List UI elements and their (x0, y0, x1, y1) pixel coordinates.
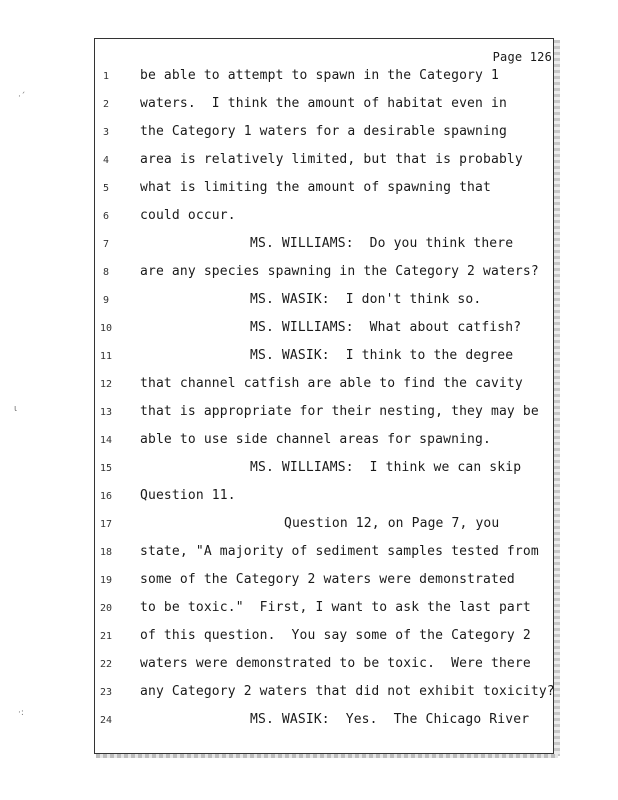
line-text: be able to attempt to spawn in the Category 1 (140, 68, 499, 83)
line-number: 21 (99, 631, 113, 642)
line-number: 18 (99, 547, 113, 558)
page-number-header: Page 126 (492, 50, 552, 64)
line-text: MS. WILLIAMS: I think we can skip (250, 460, 522, 475)
line-text: any Category 2 waters that did not exhibit toxicity? (140, 684, 555, 699)
line-number: 23 (99, 687, 113, 698)
line-text: MS. WASIK: Yes. The Chicago River (250, 712, 530, 727)
transcript-lines (0, 64, 618, 736)
scan-artifact-mark: ·´ (18, 92, 26, 102)
line-text: waters were demonstrated to be toxic. Were there (140, 656, 531, 671)
line-text: MS. WASIK: I think to the degree (250, 348, 514, 363)
line-text: to be toxic." First, I want to ask the last part (140, 600, 531, 615)
line-number: 15 (99, 463, 113, 474)
line-number: 17 (99, 519, 113, 530)
line-text: what is limiting the amount of spawning that (140, 180, 491, 195)
line-number: 10 (99, 323, 113, 334)
line-number: 12 (99, 379, 113, 390)
line-text: area is relatively limited, but that is probably (140, 152, 523, 167)
transcript-line (0, 596, 618, 624)
transcript-line (0, 540, 618, 568)
line-number: 4 (102, 155, 110, 166)
transcript-line (0, 120, 618, 148)
transcript-line (0, 260, 618, 288)
line-text: MS. WASIK: I don't think so. (250, 292, 482, 307)
transcript-line (0, 484, 618, 512)
line-number: 20 (99, 603, 113, 614)
line-number: 5 (102, 183, 110, 194)
line-text: are any species spawning in the Category 2 waters? (140, 264, 539, 279)
line-text: MS. WILLIAMS: Do you think there (250, 236, 514, 251)
line-number: 16 (99, 491, 113, 502)
page-edge-shadow-bottom (96, 754, 558, 758)
transcript-line (0, 652, 618, 680)
transcript-line (0, 176, 618, 204)
transcript-line (0, 708, 618, 736)
line-text: of this question. You say some of the Category 2 (140, 628, 531, 643)
scan-artifact-mark: ι (14, 404, 18, 414)
line-text: could occur. (140, 208, 236, 223)
transcript-line (0, 428, 618, 456)
line-number: 1 (102, 71, 110, 82)
transcript-line (0, 372, 618, 400)
line-text: waters. I think the amount of habitat even in (140, 96, 507, 111)
transcript-line (0, 344, 618, 372)
line-text: the Category 1 waters for a desirable spawning (140, 124, 507, 139)
transcript-line (0, 680, 618, 708)
transcript-line (0, 64, 618, 92)
line-number: 14 (99, 435, 113, 446)
line-text: Question 11. (140, 488, 236, 503)
line-number: 3 (102, 127, 110, 138)
line-number: 22 (99, 659, 113, 670)
transcript-line (0, 204, 618, 232)
transcript-line (0, 512, 618, 540)
line-text: that is appropriate for their nesting, they may be (140, 404, 539, 419)
line-number: 6 (102, 211, 110, 222)
line-number: 8 (102, 267, 110, 278)
transcript-line (0, 232, 618, 260)
transcript-line (0, 288, 618, 316)
scan-artifact-mark: ·: (18, 708, 24, 718)
line-text: state, "A majority of sediment samples tested from (140, 544, 539, 559)
line-text: able to use side channel areas for spawning. (140, 432, 491, 447)
line-text: that channel catfish are able to find the cavity (140, 376, 523, 391)
transcript-line (0, 456, 618, 484)
line-text: some of the Category 2 waters were demonstrated (140, 572, 515, 587)
line-number: 11 (99, 351, 113, 362)
line-number: 24 (99, 715, 113, 726)
line-number: 2 (102, 99, 110, 110)
transcript-line (0, 148, 618, 176)
transcript-line (0, 92, 618, 120)
line-text: MS. WILLIAMS: What about catfish? (250, 320, 522, 335)
line-number: 9 (102, 295, 110, 306)
transcript-line (0, 568, 618, 596)
line-number: 7 (102, 239, 110, 250)
line-number: 19 (99, 575, 113, 586)
transcript-line (0, 624, 618, 652)
transcript-line (0, 400, 618, 428)
transcript-line (0, 316, 618, 344)
line-number: 13 (99, 407, 113, 418)
line-text: Question 12, on Page 7, you (284, 516, 500, 531)
